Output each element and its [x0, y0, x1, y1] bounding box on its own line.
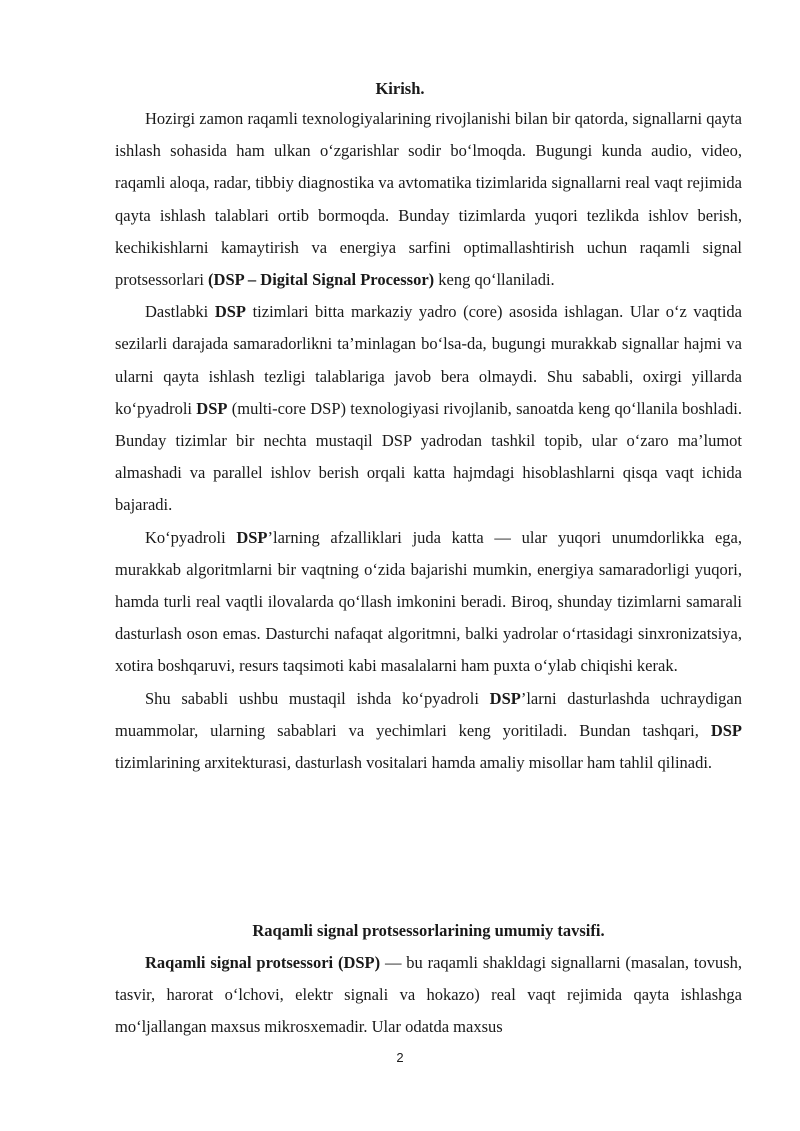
paragraph-text: (multi-core DSP) texnologiyasi rivojlanib, sanoatda keng qo‘llanila boshladi. Bunday tizimlar bir nechta mustaqil DSP yadrodan tashkil topib, ular o‘zaro ma’lumot almashadi va parallel ishlov berish orqali katta hajmdagi hisoblashlarni qisqa vaqt ichida bajaradi. — [115, 398, 743, 515]
page-number: 2 — [396, 1050, 404, 1065]
bold-term: DSP — [196, 398, 228, 418]
bold-term: Raqamli signal protsessori (DSP) — [145, 953, 381, 972]
paragraph-text: keng qo‘llaniladi. — [434, 270, 555, 290]
section-body — [115, 947, 742, 1044]
paragraph-text: Shu sababli ushbu mustaqil ishda ko‘pyadroli — [145, 688, 490, 708]
bold-term: DSP — [214, 302, 246, 322]
paragraph-text: ’larni dasturlashda uchraydigan muammolar, ularning sabablari va yechimlari keng yoritiladi. Bundan tashqari, — [115, 688, 742, 740]
paragraph-dsp-definition — [115, 947, 742, 1044]
paragraph-text: Ko‘pyadroli — [145, 527, 237, 547]
paragraph-scope — [115, 683, 742, 780]
bold-term: (DSP – Digital Signal Processor) — [208, 270, 435, 290]
paragraph-text: Dastlabki — [145, 302, 215, 322]
section-heading: Raqamli signal protsessorlarining umumiy tavsifi. — [252, 921, 605, 940]
paragraph-text: tizimlari bitta markaziy yadro (core) asosida ishlagan. Ular o‘z vaqtida sezilarli darajada samaradorlikni ta’minlagan bo‘lsa-da, bugungi murakkab signallar hajmi va ularni qayta ishlash tezligi talablariga javob bera olmaydi. Shu sababli, oxirgi yillarda ko‘pyadroli — [115, 302, 742, 418]
paragraph-text: tizimlarining arxitekturasi, dasturlash vositalari hamda amaliy misollar ham tahlil qilinadi. — [115, 753, 713, 773]
paragraph-text: ’larning afzalliklari juda katta — ular yuqori unumdorlikka ega, murakkab algoritmlarni bir vaqtning o‘zida bajarishi mumkin, energiya samaradorligi yuqori, hamda turli real vaqtli ilovalarda qo‘llash imkonini beradi. Biroq, shunday tizimlarni samarali dasturlash oson emas. Dasturchi nafaqat algoritmni, balki yadrolar o‘rtasidagi sinxronizatsiya, xotira boshqaruvi, resurs taqsimoti kabi masalalarni ham puxta o‘ylab chiqishi kerak. — [115, 527, 742, 676]
paragraph-text: Hozirgi zamon raqamli texnologiyalarining rivojlanishi bilan bir qatorda, signallarni qayta ishlash sohasida ham ulkan o‘zgarishlar sodir bo‘lmoqda. Bugungi kunda audio, video, raqamli aloqa, radar, tibbiy diagnostika va avtomatika tizimlarida signallarni real vaqt rejimida qayta ishlash talablari ortib bormoqda. Bunday tizimlarda yuqori tezlikda ishlov berish, kechikishlarni kamaytirish va energiya sarfini optimallashtirish uchun raqamli signal protsessorlari — [115, 109, 742, 290]
bold-term: DSP — [710, 720, 742, 740]
paragraph-intro — [115, 103, 742, 296]
page-title: Kirish. — [375, 79, 425, 98]
paragraph-early-dsp — [115, 296, 742, 521]
paragraph-advantages — [115, 522, 742, 683]
bold-term: DSP — [489, 688, 521, 708]
paragraph-text: — bu raqamli shakldagi signallarni (masalan, tovush, tasvir, harorat o‘lchovi, elektr signali va hokazo) real vaqt rejimida qayta ishlashga mo‘ljallangan maxsus mikrosxemadir. Ular odatda maxsus — [115, 953, 742, 1037]
document-body — [115, 103, 743, 1037]
bold-term: DSP — [236, 527, 268, 547]
